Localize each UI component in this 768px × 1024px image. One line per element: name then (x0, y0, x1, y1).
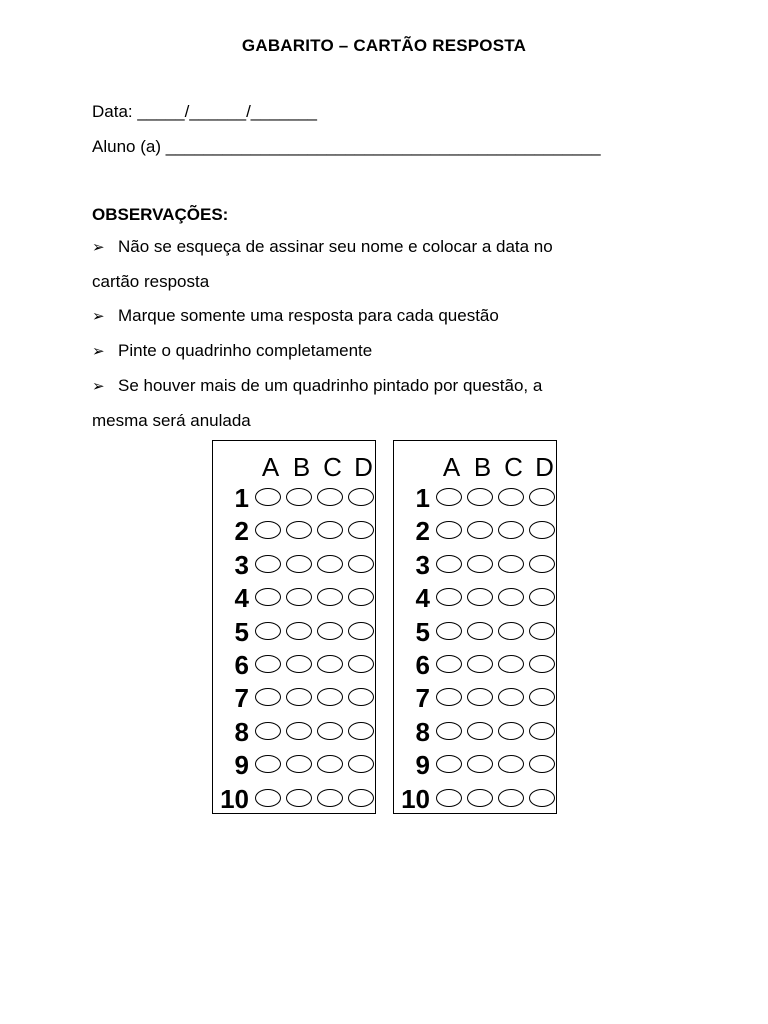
answer-bubble[interactable] (436, 722, 462, 740)
answer-bubble[interactable] (436, 622, 462, 640)
option-letter: A (442, 452, 461, 482)
question-number: 10 (220, 783, 249, 814)
answer-bubble[interactable] (436, 688, 462, 706)
answer-bubbles (255, 488, 379, 506)
question-row (394, 483, 558, 513)
answer-bubble[interactable] (529, 755, 555, 773)
arrow-bullet-icon: ➢ (92, 378, 105, 395)
answer-bubbles (255, 722, 379, 740)
answer-bubbles (436, 755, 560, 773)
answer-bubble[interactable] (436, 555, 462, 573)
observations-list (92, 230, 692, 438)
question-number: 4 (415, 583, 430, 614)
answer-bubbles (436, 655, 560, 673)
answer-bubble[interactable] (348, 622, 374, 640)
answer-bubble[interactable] (348, 521, 374, 539)
arrow-bullet-icon: ➢ (92, 343, 105, 360)
answer-bubbles (255, 655, 379, 673)
question-number: 9 (234, 750, 249, 781)
answer-bubble[interactable] (498, 521, 524, 539)
question-number: 8 (234, 716, 249, 747)
question-number: 6 (415, 650, 430, 680)
question-row (394, 583, 558, 613)
answer-bubble[interactable] (467, 555, 493, 573)
question-number: 10 (401, 783, 430, 814)
answer-bubble[interactable] (286, 588, 312, 606)
question-row (213, 483, 377, 513)
answer-bubble[interactable] (317, 622, 343, 640)
question-number: 8 (415, 716, 430, 747)
question-row (213, 550, 377, 580)
question-row (213, 617, 377, 647)
question-number: 7 (234, 683, 249, 714)
answer-bubble[interactable] (498, 555, 524, 573)
answer-bubble[interactable] (436, 655, 462, 673)
answer-bubble[interactable] (436, 755, 462, 773)
answer-bubble[interactable] (529, 588, 555, 606)
answer-bubbles (436, 789, 560, 807)
answer-bubble[interactable] (286, 722, 312, 740)
answer-bubble[interactable] (348, 555, 374, 573)
observation-text: Pinte o quadrinho completamente (118, 341, 373, 360)
answer-bubble[interactable] (529, 622, 555, 640)
answer-bubble[interactable] (529, 655, 555, 673)
answer-bubble[interactable] (348, 488, 374, 506)
question-row (213, 583, 377, 613)
answer-bubble[interactable] (255, 622, 281, 640)
answer-bubbles (436, 622, 560, 640)
answer-bubble[interactable] (529, 555, 555, 573)
answer-bubble[interactable] (255, 755, 281, 773)
observation-text: Se houver mais de um quadrinho pintado por questão, a (118, 376, 543, 395)
page-title: GABARITO – CARTÃO RESPOSTA (241, 36, 527, 55)
answer-bubble[interactable] (498, 655, 524, 673)
answer-bubble[interactable] (498, 722, 524, 740)
observations-heading: OBSERVAÇÕES: (92, 205, 229, 224)
answer-bubbles (436, 688, 560, 706)
answer-bubble[interactable] (467, 488, 493, 506)
question-number: 3 (234, 549, 249, 580)
answer-bubble[interactable] (317, 521, 343, 539)
answer-bubble[interactable] (467, 755, 493, 773)
observation-text-continued: cartão resposta (92, 272, 210, 291)
answer-bubble[interactable] (348, 588, 374, 606)
arrow-bullet-icon: ➢ (92, 239, 105, 256)
answer-card-right (393, 440, 557, 814)
answer-bubble[interactable] (255, 521, 281, 539)
answer-bubble[interactable] (286, 555, 312, 573)
answer-bubble[interactable] (348, 688, 374, 706)
answer-bubble[interactable] (529, 488, 555, 506)
option-letter: C (504, 452, 523, 482)
question-row (213, 784, 377, 814)
observation-text: Marque somente uma resposta para cada questão (118, 306, 499, 325)
answer-bubbles (436, 722, 560, 740)
option-letter: A (261, 452, 280, 482)
observation-item (92, 299, 692, 334)
answer-bubble[interactable] (286, 789, 312, 807)
observation-item (92, 230, 692, 299)
answer-bubble[interactable] (255, 655, 281, 673)
answer-bubble[interactable] (467, 688, 493, 706)
answer-bubble[interactable] (529, 688, 555, 706)
arrow-bullet-icon: ➢ (92, 308, 105, 325)
question-row (394, 784, 558, 814)
question-row (394, 750, 558, 780)
question-row (394, 550, 558, 580)
question-row (394, 516, 558, 546)
answer-bubbles (436, 488, 560, 506)
question-row (213, 516, 377, 546)
observation-text: Não se esqueça de assinar seu nome e colocar a data no (118, 237, 553, 256)
answer-bubble[interactable] (286, 622, 312, 640)
answer-bubble[interactable] (467, 722, 493, 740)
question-number: 1 (415, 483, 430, 513)
answer-bubble[interactable] (467, 521, 493, 539)
answer-bubble[interactable] (286, 755, 312, 773)
question-number: 7 (415, 683, 430, 714)
answer-bubble[interactable] (255, 688, 281, 706)
question-number: 3 (415, 549, 430, 580)
options-header (436, 453, 560, 481)
answer-bubble[interactable] (436, 521, 462, 539)
answer-bubble[interactable] (317, 588, 343, 606)
question-number: 2 (415, 516, 430, 547)
question-number: 4 (234, 583, 249, 614)
option-letter: B (473, 452, 492, 482)
answer-bubble[interactable] (255, 488, 281, 506)
observation-text-continued: mesma será anulada (92, 411, 251, 430)
answer-bubble[interactable] (498, 622, 524, 640)
question-number: 2 (234, 516, 249, 547)
student-name-field: Aluno (a) ______________________________________________ (92, 137, 601, 156)
answer-bubble[interactable] (436, 789, 462, 807)
option-letter: D (535, 452, 554, 482)
answer-bubbles (436, 588, 560, 606)
answer-card-left (212, 440, 376, 814)
answer-bubble[interactable] (436, 588, 462, 606)
answer-bubble[interactable] (286, 688, 312, 706)
answer-bubble[interactable] (255, 555, 281, 573)
answer-bubble[interactable] (348, 789, 374, 807)
answer-bubbles (255, 588, 379, 606)
option-letter: D (354, 452, 373, 482)
answer-bubble[interactable] (317, 655, 343, 673)
answer-bubbles (436, 555, 560, 573)
options-header (255, 453, 379, 481)
answer-bubble[interactable] (255, 722, 281, 740)
question-number: 9 (415, 750, 430, 781)
answer-bubble[interactable] (467, 588, 493, 606)
answer-bubble[interactable] (286, 488, 312, 506)
answer-bubble[interactable] (255, 789, 281, 807)
question-row (213, 717, 377, 747)
answer-bubble[interactable] (348, 755, 374, 773)
observation-item (92, 334, 692, 369)
answer-bubble[interactable] (348, 655, 374, 673)
answer-bubble[interactable] (317, 488, 343, 506)
answer-bubble[interactable] (467, 622, 493, 640)
question-number: 1 (234, 483, 249, 513)
question-row (394, 717, 558, 747)
answer-bubble[interactable] (467, 789, 493, 807)
answer-bubble[interactable] (348, 722, 374, 740)
answer-bubble[interactable] (529, 722, 555, 740)
option-letter: C (323, 452, 342, 482)
answer-bubble[interactable] (286, 521, 312, 539)
answer-bubble[interactable] (317, 688, 343, 706)
question-number: 6 (234, 650, 249, 680)
option-letter: B (292, 452, 311, 482)
answer-bubbles (255, 755, 379, 773)
answer-bubble[interactable] (317, 722, 343, 740)
question-row (213, 650, 377, 680)
question-number: 5 (234, 616, 249, 647)
answer-bubbles (255, 555, 379, 573)
answer-bubbles (255, 688, 379, 706)
question-row (394, 650, 558, 680)
answer-bubble[interactable] (498, 588, 524, 606)
answer-bubbles (436, 521, 560, 539)
answer-bubbles (255, 622, 379, 640)
question-row (213, 683, 377, 713)
question-number: 5 (415, 616, 430, 647)
answer-bubbles (255, 521, 379, 539)
answer-bubble[interactable] (498, 755, 524, 773)
question-row (394, 683, 558, 713)
answer-bubble[interactable] (317, 755, 343, 773)
answer-bubble[interactable] (498, 789, 524, 807)
answer-bubble[interactable] (317, 555, 343, 573)
question-row (213, 750, 377, 780)
answer-bubbles (255, 789, 379, 807)
answer-bubble[interactable] (255, 588, 281, 606)
answer-bubble[interactable] (436, 488, 462, 506)
question-row (394, 617, 558, 647)
answer-bubble[interactable] (467, 655, 493, 673)
answer-bubble[interactable] (529, 789, 555, 807)
observation-item (92, 369, 692, 438)
answer-bubble[interactable] (498, 488, 524, 506)
answer-bubble[interactable] (317, 789, 343, 807)
date-field: Data: _____/______/_______ (92, 102, 317, 121)
answer-bubble[interactable] (498, 688, 524, 706)
answer-bubble[interactable] (286, 655, 312, 673)
answer-bubble[interactable] (529, 521, 555, 539)
